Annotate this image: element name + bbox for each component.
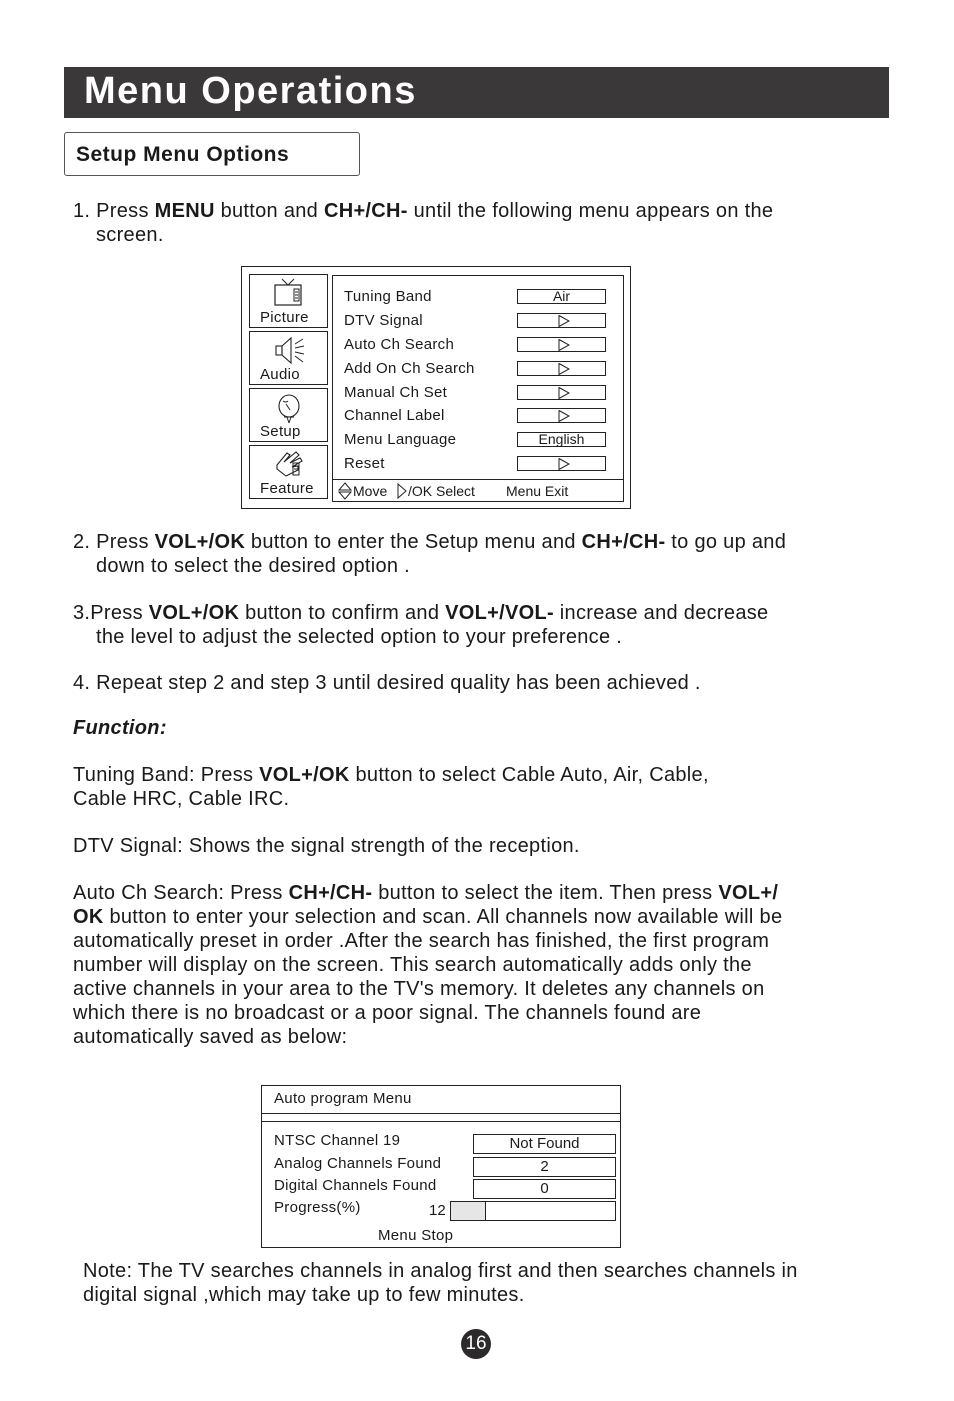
menu-label: Channel Label (344, 407, 445, 424)
step-1-num: 1. Press (73, 200, 155, 222)
auto-label: Digital Channels Found (274, 1177, 437, 1194)
step-2-text-2: to go up and (665, 531, 787, 553)
auto-menu-footer: Menu Stop (378, 1227, 454, 1244)
arrow-right-icon (558, 363, 570, 375)
auto-label: Analog Channels Found (274, 1155, 442, 1172)
progress-bar (450, 1201, 616, 1221)
key-vol-ok: VOL+/OK (259, 764, 350, 786)
tile-picture (249, 274, 328, 328)
menu-value-box (517, 385, 606, 400)
speaker-icon (272, 335, 306, 367)
step-4: 4. Repeat step 2 and step 3 until desired quality has been achieved . (73, 672, 701, 694)
auto-value: 2 (473, 1157, 616, 1177)
key-menu: MENU (154, 200, 215, 222)
menu-label: DTV Signal (344, 312, 423, 329)
note-line-2: digital signal ,which may take up to few minutes. (83, 1284, 525, 1306)
step-2 (73, 530, 883, 578)
arrow-right-icon (558, 339, 570, 351)
menu-value-box (517, 313, 606, 328)
menu-value: Air (517, 289, 606, 304)
menu-row-channel-label (344, 407, 614, 427)
step-3-num: 3.Press (73, 602, 149, 624)
menu-value-box (517, 456, 606, 471)
tile-label-picture: Picture (260, 309, 309, 326)
arrow-right-icon (397, 483, 407, 499)
up-down-arrow-icon (338, 482, 352, 500)
step-1-line-2: screen. (96, 224, 164, 246)
menu-value-box (517, 337, 606, 352)
auto-search-line: number will display on the screen. This search automatically adds only the (73, 954, 752, 976)
progress-label: Progress(%) (274, 1199, 361, 1216)
menu-value-box (517, 361, 606, 376)
tuning-band-text-2: button to select Cable Auto, Air, Cable, (349, 764, 709, 786)
auto-value: 0 (473, 1179, 616, 1199)
key-ch: CH+/CH- (581, 531, 666, 553)
key-vol-ok: VOL+/OK (148, 602, 240, 624)
function-label: Function: (73, 717, 167, 739)
arrow-right-icon (558, 387, 570, 399)
auto-search-text-2: button to select the item. Then press (372, 882, 719, 904)
menu-value: English (517, 432, 606, 447)
step-1-text: button and (214, 200, 324, 222)
tile-label-feature: Feature (260, 480, 314, 497)
page-header (64, 67, 889, 118)
arrow-right-icon (558, 315, 570, 327)
footer-exit: Menu Exit (506, 483, 569, 499)
auto-menu-title: Auto program Menu (274, 1090, 412, 1107)
tile-label-setup: Setup (260, 423, 301, 440)
step-3-text-2: increase and decrease (553, 602, 769, 624)
section-title: Setup Menu Options (76, 143, 290, 166)
step-2-text: button to enter the Setup menu and (245, 531, 582, 553)
auto-value: Not Found (473, 1134, 616, 1154)
menu-label: Tuning Band (344, 288, 432, 305)
menu-row-menu-language (344, 431, 614, 451)
key-vol: VOL+/VOL- (445, 602, 554, 624)
key-ch: CH+/CH- (323, 200, 408, 222)
auto-ch-search-description (73, 881, 883, 1049)
page-number: 16 (461, 1329, 491, 1359)
menu-label: Manual Ch Set (344, 384, 448, 401)
setup-menu-panel (332, 275, 624, 502)
menu-row-tuning-band (344, 288, 614, 308)
step-2-line-2: down to select the desired option . (96, 555, 411, 577)
note (83, 1259, 893, 1307)
note-line-1: Note: The TV searches channels in analog first and then searches channels in (83, 1260, 798, 1282)
auto-search-line: which there is no broadcast or a poor signal. The channels found are (73, 1002, 702, 1024)
menu-row-manual-ch-set (344, 384, 614, 404)
key-ok-part: OK (73, 906, 104, 928)
tile-label-audio: Audio (260, 366, 300, 383)
divider (262, 1121, 620, 1122)
auto-row-digital (274, 1177, 614, 1199)
tile-audio (249, 331, 328, 385)
key-vol-ok-part: VOL+/ (718, 882, 779, 904)
menu-row-auto-ch-search (344, 336, 614, 356)
auto-search-text-3: button to enter your selection and scan. All channels now available will be (103, 906, 783, 928)
progress-bar-fill (451, 1202, 486, 1220)
arrow-right-icon (558, 458, 570, 470)
step-1 (73, 199, 873, 247)
step-2-num: 2. Press (73, 531, 155, 553)
section-title-box (64, 132, 360, 176)
menu-value-box (517, 408, 606, 423)
progress-value: 12 (429, 1202, 446, 1219)
menu-label: Menu Language (344, 431, 457, 448)
menu-footer (333, 479, 623, 501)
tuning-band-description (73, 763, 883, 811)
key-ch: CH+/CH- (288, 882, 373, 904)
menu-label: Reset (344, 455, 385, 472)
auto-label: NTSC Channel 19 (274, 1132, 401, 1149)
auto-row-progress (274, 1199, 614, 1221)
auto-program-menu-figure (261, 1085, 621, 1248)
tile-setup (249, 388, 328, 442)
satellite-dish-icon (272, 392, 306, 426)
auto-row-analog (274, 1155, 614, 1177)
menu-row-reset (344, 455, 614, 475)
divider (262, 1113, 620, 1114)
setup-menu-figure (241, 266, 631, 509)
auto-search-line: automatically preset in order .After the search has finished, the first program (73, 930, 770, 952)
tuning-band-text: Tuning Band: Press (73, 764, 260, 786)
menu-label: Auto Ch Search (344, 336, 455, 353)
tuning-band-line-2: Cable HRC, Cable IRC. (73, 788, 290, 810)
menu-label: Add On Ch Search (344, 360, 475, 377)
step-3-text: button to confirm and (239, 602, 446, 624)
dtv-signal-description: DTV Signal: Shows the signal strength of the reception. (73, 835, 580, 857)
key-vol-ok: VOL+/OK (154, 531, 246, 553)
auto-search-line: active channels in your area to the TV's memory. It deletes any channels on (73, 978, 765, 1000)
step-3 (73, 601, 883, 649)
auto-search-line: automatically saved as below: (73, 1026, 348, 1048)
footer-select: /OK Select (408, 483, 475, 499)
footer-move: Move (353, 483, 388, 499)
hand-icon (272, 449, 308, 479)
menu-row-dtv-signal (344, 312, 614, 332)
tv-icon (272, 278, 306, 308)
auto-row-ntsc (274, 1132, 614, 1154)
auto-search-text: Auto Ch Search: Press (73, 882, 289, 904)
arrow-right-icon (558, 410, 570, 422)
step-1-text-2: until the following menu appears on the (407, 200, 774, 222)
step-3-line-2: the level to adjust the selected option to your preference . (96, 626, 623, 648)
tile-feature (249, 445, 328, 499)
page-title: Menu Operations (84, 70, 417, 112)
menu-row-add-on-ch-search (344, 360, 614, 380)
